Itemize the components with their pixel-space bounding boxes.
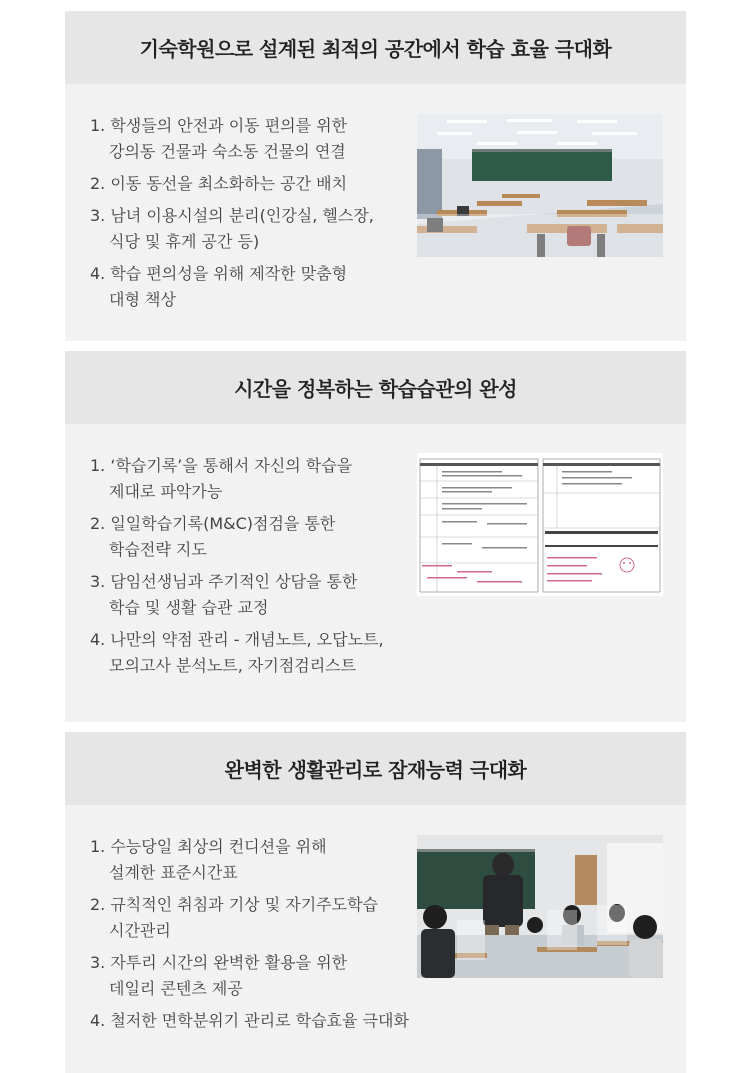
list-item: 3. 남녀 이용시설의 분리(인강실, 헬스장, 식당 및 휴게 공간 등) — [90, 206, 374, 251]
section-facilities — [65, 11, 686, 341]
classroom-photo — [417, 114, 663, 257]
list-item: 3. 자투리 시간의 완벽한 활용을 위한 데일리 콘텐츠 제공 — [90, 953, 348, 998]
feature-list — [90, 834, 420, 1040]
list-item: 2. 이동 동선을 최소화하는 공간 배치 — [90, 174, 348, 193]
list-item: 2. 규칙적인 취침과 기상 및 자기주도학습 시간관리 — [90, 895, 378, 940]
study-hall-illustration — [417, 835, 663, 978]
feature-list — [90, 453, 420, 685]
section-title: 완벽한 생활관리로 잠재능력 극대화 — [65, 732, 686, 805]
list-item: 1. 학생들의 안전과 이동 편의를 위한 강의동 건물과 숙소동 건물의 연결 — [90, 116, 348, 161]
study-record-document — [417, 453, 663, 596]
list-item: 4. 철저한 면학분위기 관리로 학습효율 극대화 — [90, 1011, 409, 1030]
section-title: 기숙학원으로 설계된 최적의 공간에서 학습 효율 극대화 — [65, 11, 686, 84]
document-illustration — [417, 453, 663, 596]
section-life-management — [65, 732, 686, 1073]
list-item: 4. 나만의 약점 관리 - 개념노트, 오답노트, 모의고사 분석노트, 자기점검리스트 — [90, 630, 384, 675]
list-item: 1. ‘학습기록’을 통해서 자신의 학습을 제대로 파악가능 — [90, 456, 353, 501]
list-item: 3. 담임선생님과 주기적인 상담을 통한 학습 및 생활 습관 교정 — [90, 572, 358, 617]
list-item: 1. 수능당일 최상의 컨디션을 위해 설계한 표준시간표 — [90, 837, 327, 882]
section-study-habits — [65, 351, 686, 722]
feature-list — [90, 113, 420, 319]
students-studying-photo — [417, 835, 663, 978]
list-item: 2. 일일학습기록(M&C)점검을 통한 학습전략 지도 — [90, 514, 336, 559]
list-item: 4. 학습 편의성을 위해 제작한 맞춤형 대형 책상 — [90, 264, 348, 309]
section-title: 시간을 정복하는 학습습관의 완성 — [65, 351, 686, 424]
classroom-illustration — [417, 114, 663, 257]
